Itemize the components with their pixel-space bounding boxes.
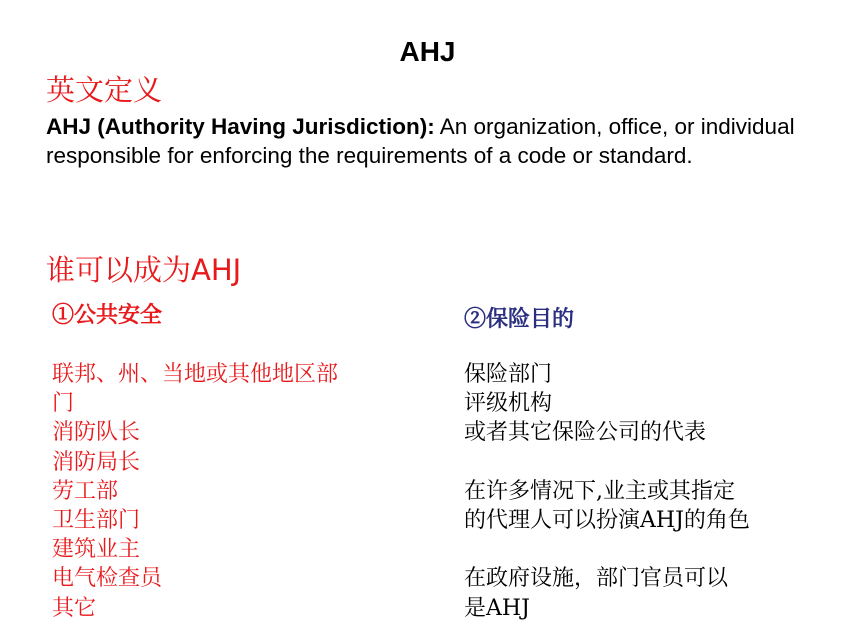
list-item: 建筑业主 <box>52 537 141 563</box>
list-item: 的代理人可以扮演AHJ的角色 <box>464 508 750 533</box>
subheading-insurance: ②保险目的 <box>464 306 575 332</box>
list-item: 劳工部 <box>52 478 119 504</box>
definition-term: AHJ (Authority Having Jurisdiction): <box>46 114 435 139</box>
section-heading-english-definition: 英文定义 <box>46 73 163 107</box>
list-item: 电气检查员 <box>52 566 163 592</box>
list-item: 评级机构 <box>464 391 553 417</box>
list-item: 联邦、州、当地或其他地区部 <box>52 362 339 387</box>
page-title: AHJ <box>399 36 456 67</box>
definition-text: An organization, office, or individual responsible for enforcing the requirements of a code or standard. <box>46 114 795 168</box>
list-item: 门 <box>52 391 75 417</box>
public-safety-list <box>52 360 382 623</box>
insurance-list <box>464 360 804 623</box>
definition-paragraph <box>46 112 816 170</box>
section-heading-who-can-be-ahj: 谁可以成为AHJ <box>46 253 242 287</box>
list-item: 其它 <box>52 595 97 621</box>
list-item: 卫生部门 <box>52 508 141 534</box>
list-item: 保险部门 <box>464 362 553 387</box>
list-item: 消防队长 <box>52 420 141 446</box>
spacer <box>464 535 804 564</box>
list-item: 消防局长 <box>52 449 141 475</box>
subheading-public-safety: ①公共安全 <box>52 302 163 328</box>
list-item: 在许多情况下,业主或其指定 <box>464 478 735 504</box>
list-item: 或者其它保险公司的代表 <box>464 420 707 446</box>
list-item: 在政府设施，部门官员可以 <box>464 566 729 592</box>
spacer <box>464 448 804 477</box>
list-item: 是AHJ <box>464 595 530 621</box>
